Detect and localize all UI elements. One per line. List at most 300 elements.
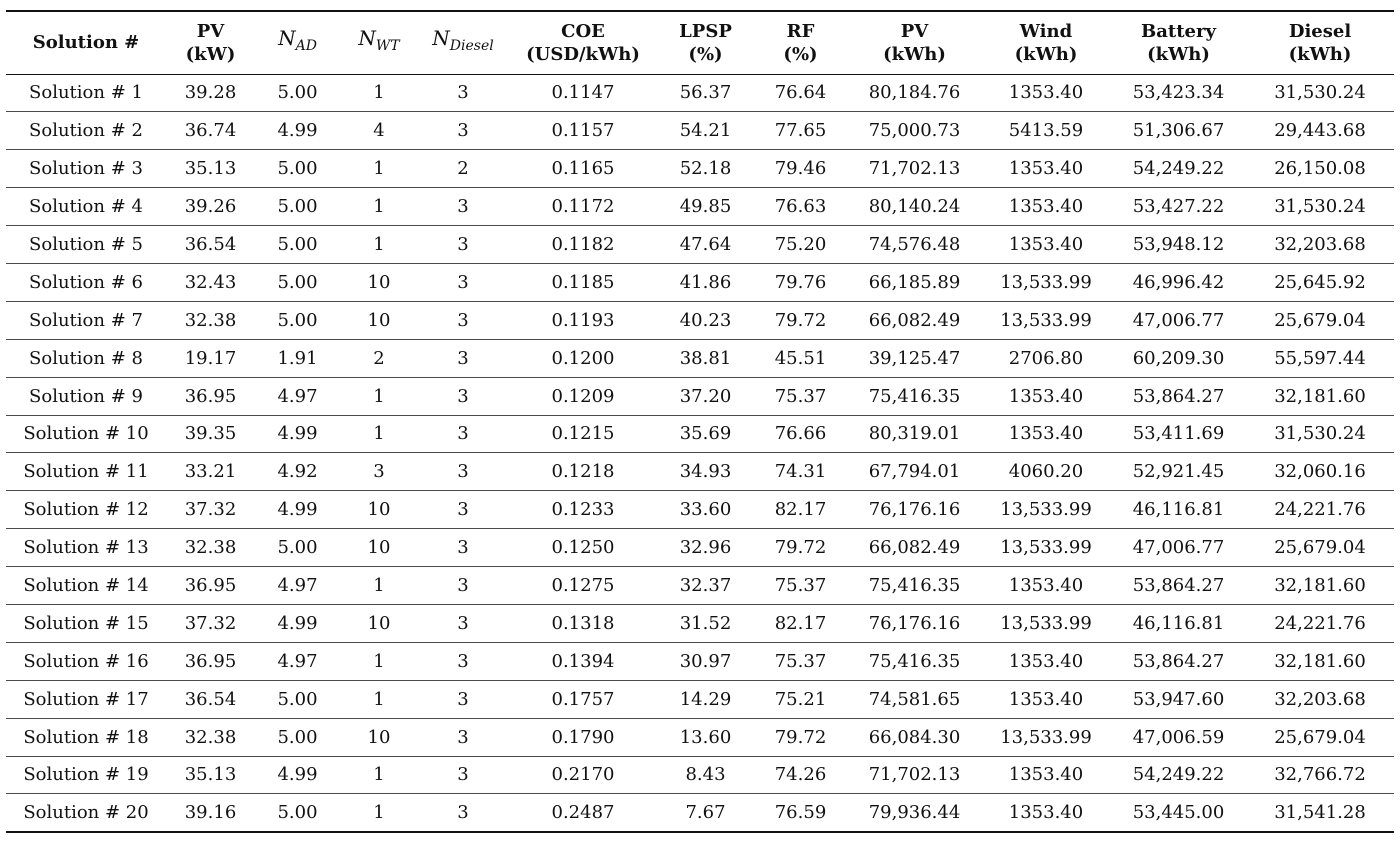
cell-pv-kw: 39.28 [166,74,255,112]
cell-battery: 52,921.45 [1111,453,1246,491]
cell-rf: 76.59 [753,794,848,832]
cell-n-wt: 1 [340,226,418,264]
cell-diesel: 32,203.68 [1246,226,1394,264]
table-row [6,794,1394,832]
cell-lpsp: 31.52 [658,604,753,642]
cell-coe: 0.1172 [508,188,658,226]
cell-wind: 13,533.99 [981,491,1111,529]
header-wind-unit: (kWh) [1014,43,1078,65]
cell-wind: 1353.40 [981,150,1111,188]
cell-diesel: 25,679.04 [1246,301,1394,339]
cell-rf: 74.31 [753,453,848,491]
cell-n-diesel: 3 [418,642,508,680]
cell-solution: Solution # 19 [6,756,166,794]
header-n-ad-subscript: AD [295,38,317,55]
cell-wind: 13,533.99 [981,529,1111,567]
cell-rf: 82.17 [753,491,848,529]
cell-lpsp: 32.96 [658,529,753,567]
header-n-diesel-letter: N [432,26,450,51]
cell-n-diesel: 3 [418,718,508,756]
table-row [6,642,1394,680]
table-row [6,567,1394,605]
cell-n-diesel: 3 [418,794,508,832]
cell-pv-kw: 36.74 [166,112,255,150]
header-diesel [1246,11,1394,74]
cell-solution: Solution # 16 [6,642,166,680]
cell-n-wt: 10 [340,301,418,339]
cell-pv-kw: 35.13 [166,756,255,794]
cell-pv-kwh: 66,185.89 [848,263,981,301]
cell-diesel: 24,221.76 [1246,604,1394,642]
cell-n-ad: 4.99 [255,756,340,794]
cell-coe: 0.1147 [508,74,658,112]
cell-n-ad: 4.97 [255,377,340,415]
cell-coe: 0.2487 [508,794,658,832]
cell-pv-kw: 37.32 [166,491,255,529]
cell-coe: 0.1185 [508,263,658,301]
cell-diesel: 32,181.60 [1246,567,1394,605]
table-row [6,415,1394,453]
cell-wind: 4060.20 [981,453,1111,491]
cell-coe: 0.1157 [508,112,658,150]
cell-n-ad: 4.99 [255,491,340,529]
cell-n-ad: 4.97 [255,642,340,680]
header-pv-kw-label: PV [196,20,225,42]
cell-rf: 75.37 [753,642,848,680]
cell-pv-kw: 35.13 [166,150,255,188]
header-n-wt [340,11,418,74]
cell-diesel: 31,541.28 [1246,794,1394,832]
cell-wind: 1353.40 [981,756,1111,794]
cell-n-wt: 1 [340,680,418,718]
cell-pv-kwh: 80,184.76 [848,74,981,112]
cell-battery: 53,411.69 [1111,415,1246,453]
header-pv-kwh-label: PV [900,20,929,42]
cell-solution: Solution # 14 [6,567,166,605]
cell-coe: 0.1757 [508,680,658,718]
cell-battery: 53,947.60 [1111,680,1246,718]
cell-wind: 13,533.99 [981,604,1111,642]
cell-wind: 1353.40 [981,680,1111,718]
cell-wind: 13,533.99 [981,301,1111,339]
header-n-wt-letter: N [358,26,376,51]
cell-pv-kwh: 74,576.48 [848,226,981,264]
cell-diesel: 31,530.24 [1246,415,1394,453]
cell-wind: 13,533.99 [981,718,1111,756]
header-pv-kw [166,11,255,74]
header-battery-label: Battery [1141,20,1216,42]
header-rf [753,11,848,74]
header-battery-unit: (kWh) [1147,43,1210,65]
cell-rf: 79.46 [753,150,848,188]
table-row [6,226,1394,264]
cell-coe: 0.1394 [508,642,658,680]
cell-pv-kw: 32.38 [166,718,255,756]
header-diesel-label: Diesel [1288,20,1352,42]
cell-n-wt: 1 [340,756,418,794]
cell-n-ad: 5.00 [255,301,340,339]
cell-n-diesel: 3 [418,188,508,226]
cell-battery: 47,006.77 [1111,529,1246,567]
header-rf-label: RF [786,20,815,42]
cell-n-wt: 1 [340,642,418,680]
cell-n-diesel: 3 [418,377,508,415]
cell-rf: 82.17 [753,604,848,642]
cell-battery: 47,006.59 [1111,718,1246,756]
cell-n-ad: 1.91 [255,339,340,377]
cell-solution: Solution # 2 [6,112,166,150]
cell-wind: 5413.59 [981,112,1111,150]
header-wind [981,11,1111,74]
table-row [6,718,1394,756]
cell-n-diesel: 3 [418,263,508,301]
cell-pv-kwh: 76,176.16 [848,491,981,529]
table-row [6,74,1394,112]
table-row [6,491,1394,529]
cell-n-diesel: 3 [418,74,508,112]
cell-n-ad: 4.99 [255,112,340,150]
cell-battery: 53,423.34 [1111,74,1246,112]
cell-pv-kw: 36.54 [166,226,255,264]
cell-pv-kwh: 66,082.49 [848,301,981,339]
cell-pv-kwh: 80,140.24 [848,188,981,226]
table-body [6,74,1394,832]
cell-lpsp: 30.97 [658,642,753,680]
cell-n-wt: 10 [340,491,418,529]
cell-pv-kwh: 75,000.73 [848,112,981,150]
cell-coe: 0.2170 [508,756,658,794]
cell-battery: 46,996.42 [1111,263,1246,301]
header-n-diesel-subscript: Diesel [449,38,494,55]
cell-diesel: 32,203.68 [1246,680,1394,718]
cell-pv-kw: 39.35 [166,415,255,453]
table-row [6,680,1394,718]
table-row [6,150,1394,188]
cell-pv-kwh: 75,416.35 [848,642,981,680]
cell-solution: Solution # 17 [6,680,166,718]
solutions-table-container [6,10,1394,833]
cell-n-ad: 4.97 [255,567,340,605]
cell-coe: 0.1215 [508,415,658,453]
cell-n-wt: 2 [340,339,418,377]
header-solution [6,11,166,74]
cell-n-ad: 5.00 [255,529,340,567]
cell-diesel: 32,766.72 [1246,756,1394,794]
cell-lpsp: 34.93 [658,453,753,491]
cell-lpsp: 35.69 [658,415,753,453]
cell-n-diesel: 3 [418,529,508,567]
cell-wind: 1353.40 [981,74,1111,112]
table-row [6,756,1394,794]
header-solution-label: Solution # [32,32,140,54]
cell-lpsp: 47.64 [658,226,753,264]
cell-coe: 0.1790 [508,718,658,756]
cell-coe: 0.1182 [508,226,658,264]
header-n-wt-subscript: WT [375,38,400,55]
cell-diesel: 25,679.04 [1246,529,1394,567]
cell-battery: 53,864.27 [1111,567,1246,605]
cell-n-wt: 3 [340,453,418,491]
cell-rf: 75.21 [753,680,848,718]
header-lpsp-label: LPSP [679,20,732,42]
cell-n-diesel: 3 [418,453,508,491]
cell-rf: 79.72 [753,718,848,756]
cell-coe: 0.1165 [508,150,658,188]
cell-solution: Solution # 12 [6,491,166,529]
cell-diesel: 31,530.24 [1246,188,1394,226]
cell-rf: 76.66 [753,415,848,453]
table-row [6,188,1394,226]
cell-n-wt: 1 [340,150,418,188]
cell-lpsp: 14.29 [658,680,753,718]
cell-battery: 54,249.22 [1111,150,1246,188]
cell-solution: Solution # 3 [6,150,166,188]
cell-pv-kwh: 66,082.49 [848,529,981,567]
cell-n-ad: 5.00 [255,188,340,226]
cell-n-ad: 4.99 [255,415,340,453]
cell-solution: Solution # 4 [6,188,166,226]
cell-battery: 60,209.30 [1111,339,1246,377]
cell-lpsp: 8.43 [658,756,753,794]
cell-pv-kw: 32.43 [166,263,255,301]
cell-n-diesel: 3 [418,112,508,150]
cell-diesel: 32,181.60 [1246,377,1394,415]
cell-diesel: 32,181.60 [1246,642,1394,680]
cell-pv-kwh: 80,319.01 [848,415,981,453]
cell-n-diesel: 3 [418,339,508,377]
cell-solution: Solution # 6 [6,263,166,301]
cell-pv-kw: 32.38 [166,529,255,567]
cell-battery: 46,116.81 [1111,491,1246,529]
cell-n-wt: 1 [340,74,418,112]
cell-n-diesel: 3 [418,226,508,264]
cell-lpsp: 7.67 [658,794,753,832]
header-n-diesel [418,11,508,74]
cell-lpsp: 37.20 [658,377,753,415]
cell-pv-kw: 36.54 [166,680,255,718]
cell-pv-kw: 37.32 [166,604,255,642]
header-n-ad-letter: N [278,26,296,51]
header-row [6,11,1394,74]
cell-n-ad: 4.92 [255,453,340,491]
cell-lpsp: 56.37 [658,74,753,112]
cell-n-wt: 1 [340,567,418,605]
cell-pv-kw: 36.95 [166,567,255,605]
header-coe-unit: (USD/kWh) [526,43,640,65]
cell-diesel: 32,060.16 [1246,453,1394,491]
cell-n-ad: 5.00 [255,718,340,756]
cell-n-wt: 10 [340,604,418,642]
cell-lpsp: 52.18 [658,150,753,188]
cell-wind: 1353.40 [981,188,1111,226]
table-row [6,604,1394,642]
cell-lpsp: 40.23 [658,301,753,339]
cell-pv-kw: 39.16 [166,794,255,832]
cell-battery: 54,249.22 [1111,756,1246,794]
cell-n-diesel: 3 [418,567,508,605]
cell-n-diesel: 3 [418,491,508,529]
cell-pv-kwh: 75,416.35 [848,567,981,605]
cell-diesel: 29,443.68 [1246,112,1394,150]
header-pv-kw-unit: (kW) [185,43,236,65]
cell-rf: 75.37 [753,567,848,605]
cell-rf: 79.72 [753,301,848,339]
cell-lpsp: 49.85 [658,188,753,226]
cell-diesel: 25,679.04 [1246,718,1394,756]
cell-n-ad: 5.00 [255,794,340,832]
table-header [6,11,1394,74]
cell-pv-kwh: 75,416.35 [848,377,981,415]
header-n-diesel-symbol [432,26,494,55]
cell-battery: 47,006.77 [1111,301,1246,339]
cell-n-ad: 5.00 [255,226,340,264]
cell-coe: 0.1275 [508,567,658,605]
header-n-wt-symbol [358,26,400,55]
cell-battery: 53,864.27 [1111,377,1246,415]
table-row [6,377,1394,415]
cell-n-ad: 5.00 [255,150,340,188]
cell-n-diesel: 3 [418,415,508,453]
cell-lpsp: 32.37 [658,567,753,605]
cell-solution: Solution # 11 [6,453,166,491]
header-n-ad [255,11,340,74]
cell-rf: 45.51 [753,339,848,377]
header-pv-kwh [848,11,981,74]
cell-coe: 0.1250 [508,529,658,567]
cell-diesel: 24,221.76 [1246,491,1394,529]
cell-pv-kwh: 39,125.47 [848,339,981,377]
cell-pv-kwh: 74,581.65 [848,680,981,718]
cell-rf: 75.20 [753,226,848,264]
cell-pv-kw: 36.95 [166,377,255,415]
cell-solution: Solution # 20 [6,794,166,832]
cell-n-wt: 1 [340,415,418,453]
cell-n-diesel: 2 [418,150,508,188]
cell-n-diesel: 3 [418,604,508,642]
cell-coe: 0.1209 [508,377,658,415]
cell-lpsp: 41.86 [658,263,753,301]
table-row [6,339,1394,377]
cell-wind: 1353.40 [981,415,1111,453]
header-coe-label: COE [561,20,605,42]
cell-wind: 1353.40 [981,642,1111,680]
cell-n-wt: 10 [340,718,418,756]
table-row [6,301,1394,339]
cell-lpsp: 38.81 [658,339,753,377]
cell-battery: 46,116.81 [1111,604,1246,642]
cell-solution: Solution # 9 [6,377,166,415]
cell-diesel: 25,645.92 [1246,263,1394,301]
cell-pv-kwh: 71,702.13 [848,756,981,794]
cell-n-wt: 10 [340,263,418,301]
cell-pv-kwh: 66,084.30 [848,718,981,756]
cell-coe: 0.1218 [508,453,658,491]
table-row [6,529,1394,567]
cell-rf: 76.63 [753,188,848,226]
cell-lpsp: 33.60 [658,491,753,529]
cell-n-wt: 10 [340,529,418,567]
cell-coe: 0.1193 [508,301,658,339]
table-row [6,112,1394,150]
cell-n-ad: 5.00 [255,680,340,718]
cell-n-ad: 4.99 [255,604,340,642]
cell-coe: 0.1318 [508,604,658,642]
cell-wind: 1353.40 [981,567,1111,605]
cell-pv-kwh: 71,702.13 [848,150,981,188]
cell-battery: 51,306.67 [1111,112,1246,150]
cell-rf: 77.65 [753,112,848,150]
header-pv-kwh-unit: (kWh) [883,43,946,65]
cell-wind: 1353.40 [981,794,1111,832]
cell-n-diesel: 3 [418,680,508,718]
cell-rf: 79.72 [753,529,848,567]
cell-solution: Solution # 10 [6,415,166,453]
header-coe [508,11,658,74]
cell-battery: 53,445.00 [1111,794,1246,832]
header-n-ad-symbol [278,26,317,55]
cell-pv-kw: 36.95 [166,642,255,680]
cell-pv-kwh: 79,936.44 [848,794,981,832]
cell-coe: 0.1200 [508,339,658,377]
table-row [6,453,1394,491]
cell-n-wt: 1 [340,794,418,832]
cell-n-wt: 1 [340,188,418,226]
cell-battery: 53,427.22 [1111,188,1246,226]
cell-pv-kw: 32.38 [166,301,255,339]
cell-diesel: 55,597.44 [1246,339,1394,377]
cell-n-ad: 5.00 [255,263,340,301]
cell-rf: 76.64 [753,74,848,112]
cell-pv-kwh: 76,176.16 [848,604,981,642]
header-lpsp [658,11,753,74]
cell-diesel: 26,150.08 [1246,150,1394,188]
cell-solution: Solution # 18 [6,718,166,756]
cell-wind: 2706.80 [981,339,1111,377]
cell-lpsp: 13.60 [658,718,753,756]
cell-n-diesel: 3 [418,301,508,339]
cell-wind: 1353.40 [981,226,1111,264]
header-rf-unit: (%) [783,43,818,65]
cell-solution: Solution # 13 [6,529,166,567]
cell-wind: 1353.40 [981,377,1111,415]
cell-rf: 79.76 [753,263,848,301]
cell-battery: 53,948.12 [1111,226,1246,264]
cell-coe: 0.1233 [508,491,658,529]
cell-diesel: 31,530.24 [1246,74,1394,112]
cell-solution: Solution # 5 [6,226,166,264]
cell-battery: 53,864.27 [1111,642,1246,680]
cell-solution: Solution # 8 [6,339,166,377]
cell-rf: 74.26 [753,756,848,794]
cell-n-wt: 1 [340,377,418,415]
cell-n-diesel: 3 [418,756,508,794]
header-battery [1111,11,1246,74]
header-wind-label: Wind [1019,20,1073,42]
cell-n-wt: 4 [340,112,418,150]
cell-rf: 75.37 [753,377,848,415]
cell-solution: Solution # 7 [6,301,166,339]
cell-solution: Solution # 15 [6,604,166,642]
cell-pv-kw: 33.21 [166,453,255,491]
cell-lpsp: 54.21 [658,112,753,150]
cell-n-ad: 5.00 [255,74,340,112]
cell-pv-kw: 39.26 [166,188,255,226]
cell-pv-kwh: 67,794.01 [848,453,981,491]
cell-solution: Solution # 1 [6,74,166,112]
solutions-table [6,10,1394,833]
cell-wind: 13,533.99 [981,263,1111,301]
cell-pv-kw: 19.17 [166,339,255,377]
